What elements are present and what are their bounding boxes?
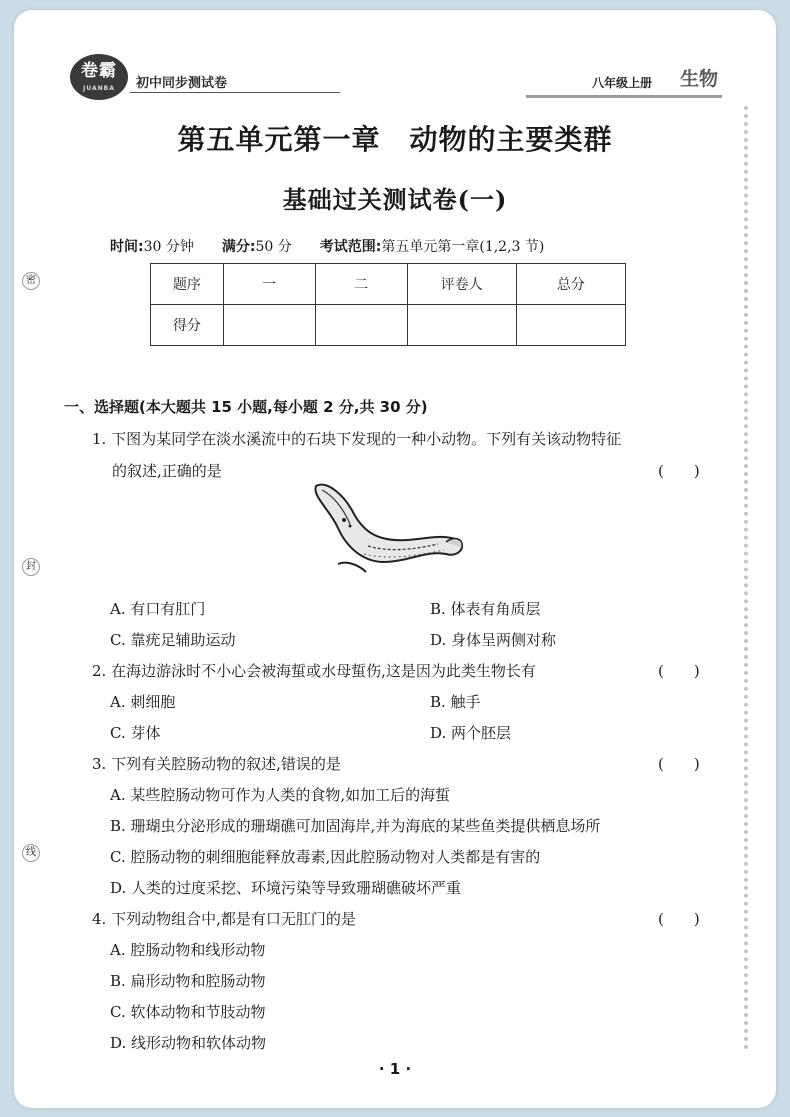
question-2-stem: 2. 在海边游泳时不小心会被海蜇或水母蜇伤,这是因为此类生物长有 — [92, 662, 536, 680]
question-1-answer-blank[interactable]: ( ) — [658, 462, 700, 480]
page-title: 第五单元第一章 动物的主要类群 — [177, 123, 613, 156]
question-2-option-a[interactable]: A. 刺细胞 — [110, 693, 176, 711]
question-4-option-c[interactable]: C. 软体动物和节肢动物 — [110, 1003, 266, 1021]
question-3-option-c[interactable]: C. 腔肠动物的刺细胞能释放毒素,因此腔肠动物对人类都是有害的 — [110, 848, 541, 866]
dotted-margin-rule — [744, 106, 748, 1050]
question-2-option-c[interactable]: C. 芽体 — [110, 724, 161, 742]
score-header-cell: 评卷人 — [407, 264, 516, 305]
exam-meta — [110, 236, 544, 256]
seal-mark-mi: 密 — [22, 272, 40, 290]
page-number: · 1 · — [378, 1060, 412, 1078]
question-2-option-b[interactable]: B. 触手 — [430, 693, 481, 711]
question-1-option-c[interactable]: C. 靠疣足辅助运动 — [110, 631, 236, 649]
header-rule-right — [526, 95, 722, 98]
time-label: 时间: — [110, 239, 144, 255]
question-2-answer-blank[interactable]: ( ) — [658, 662, 700, 680]
score-cell[interactable] — [315, 305, 407, 346]
score-table — [150, 263, 626, 346]
question-3-stem: 3. 下列有关腔肠动物的叙述,错误的是 — [92, 755, 341, 773]
question-3-option-b[interactable]: B. 珊瑚虫分泌形成的珊瑚礁可加固海岸,并为海底的某些鱼类提供栖息场所 — [110, 817, 601, 835]
flatworm-figure — [308, 480, 468, 580]
score-header-cell: 二 — [315, 264, 407, 305]
score-header-cell: 题序 — [151, 264, 224, 305]
header-rule-left — [130, 92, 340, 93]
question-4-stem: 4. 下列动物组合中,都是有口无肛门的是 — [92, 910, 356, 928]
grade-label: 八年级上册 — [591, 76, 652, 90]
score-cell[interactable] — [223, 305, 315, 346]
question-2-option-d[interactable]: D. 两个胚层 — [430, 724, 512, 742]
score-header-cell: 一 — [223, 264, 315, 305]
score-cell[interactable] — [407, 305, 516, 346]
page-header — [70, 54, 722, 102]
question-1-stem-cont: 的叙述,正确的是 — [112, 462, 222, 480]
scope-label: 考试范围: — [319, 239, 382, 255]
score-header-cell: 总分 — [516, 264, 625, 305]
subject-label: 生物 — [679, 68, 718, 90]
series-name: 初中同步测试卷 — [136, 76, 228, 91]
question-1-stem: 1. 下图为某同学在淡水溪流中的石块下发现的一种小动物。下列有关该动物特征 — [92, 430, 622, 448]
question-1-option-d[interactable]: D. 身体呈两侧对称 — [430, 631, 557, 649]
question-3-answer-blank[interactable]: ( ) — [658, 755, 700, 773]
score-cell[interactable] — [516, 305, 625, 346]
question-3-option-a[interactable]: A. 某些腔肠动物可作为人类的食物,如加工后的海蜇 — [110, 786, 451, 804]
seal-mark-feng: 封 — [22, 558, 40, 576]
scope-value: 第五单元第一章(1,2,3 节) — [381, 239, 545, 255]
question-1-option-a[interactable]: A. 有口有肛门 — [110, 600, 206, 618]
question-3-option-d[interactable]: D. 人类的过度采挖、环境污染等导致珊瑚礁破坏严重 — [110, 879, 462, 897]
score-row-label: 得分 — [151, 305, 224, 346]
full-score-label: 满分: — [221, 239, 256, 255]
question-4-answer-blank[interactable]: ( ) — [658, 910, 700, 928]
section-heading: 一、选择题(本大题共 15 小题,每小题 2 分,共 30 分) — [64, 398, 428, 416]
question-4-option-b[interactable]: B. 扁形动物和腔肠动物 — [110, 972, 266, 990]
question-1-option-b[interactable]: B. 体表有角质层 — [430, 600, 541, 618]
exam-page — [14, 10, 776, 1108]
score-table-row — [151, 305, 626, 346]
score-table-header-row — [151, 264, 626, 305]
question-4-option-d[interactable]: D. 线形动物和软体动物 — [110, 1034, 267, 1052]
page-subtitle: 基础过关测试卷(一) — [282, 185, 508, 214]
seal-mark-xian: 线 — [22, 844, 40, 862]
brand-logo: 卷霸 JUANBA — [70, 54, 128, 100]
full-score-value: 50 分 — [255, 239, 292, 255]
question-4-option-a[interactable]: A. 腔肠动物和线形动物 — [110, 941, 266, 959]
time-value: 30 分钟 — [143, 239, 194, 255]
